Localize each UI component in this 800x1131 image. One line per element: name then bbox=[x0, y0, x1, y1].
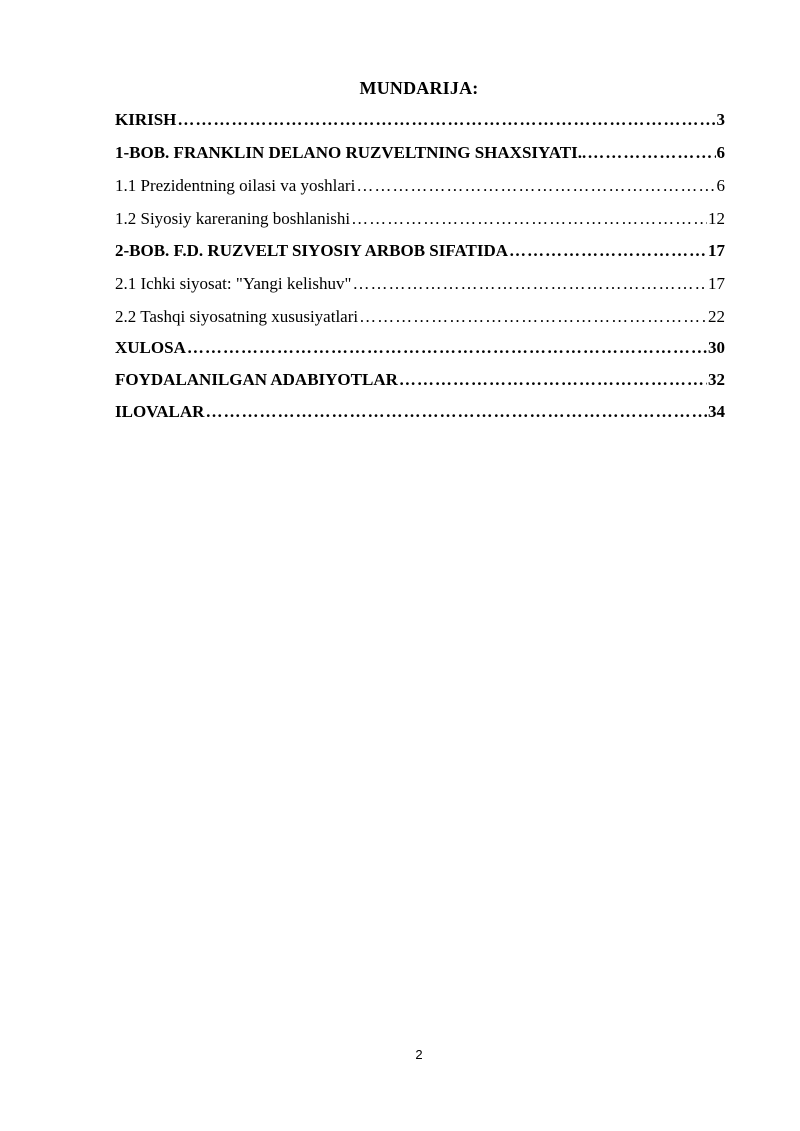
toc-dot-leader bbox=[356, 174, 715, 198]
toc-entry-page: 34 bbox=[708, 402, 725, 421]
toc-entry-page: 6 bbox=[716, 176, 725, 195]
toc-entry-page: 6 bbox=[716, 143, 725, 162]
toc-dot-leader bbox=[399, 368, 707, 392]
toc-entry-label: 2-BOB. F.D. RUZVELT SIYOSIY ARBOB SIFATIDA bbox=[115, 241, 509, 260]
toc-entry-section-2-1 bbox=[115, 272, 725, 296]
toc-entry-page: 17 bbox=[708, 241, 725, 260]
toc-entry-label: 1.2 Siyosiy kareraning boshlanishi bbox=[115, 209, 351, 228]
toc-entry-section-2-2 bbox=[115, 305, 725, 329]
toc-entry-label: 2.2 Tashqi siyosatning xususiyatlari bbox=[115, 307, 359, 326]
toc-entry-section-1-2 bbox=[115, 207, 725, 231]
toc-entry-label: FOYDALANILGAN ADABIYOTLAR bbox=[115, 370, 398, 389]
toc-entry-page: 12 bbox=[708, 209, 725, 228]
toc-entry-chapter-2 bbox=[115, 239, 725, 263]
toc-entry-xulosa bbox=[115, 336, 725, 360]
toc-entry-label: 2.1 Ichki siyosat: "Yangi kelishuv" bbox=[115, 274, 352, 293]
toc-dot-leader bbox=[351, 207, 707, 231]
toc-dot-leader bbox=[587, 141, 715, 165]
toc-title: MUNDARIJA: bbox=[359, 78, 479, 98]
toc-entry-label: ILOVALAR bbox=[115, 402, 205, 421]
toc-entry-page: 22 bbox=[708, 307, 725, 326]
toc-dot-leader bbox=[187, 336, 707, 360]
toc-dot-leader bbox=[177, 108, 715, 132]
page-number: 2 bbox=[415, 1047, 423, 1062]
toc-dot-leader bbox=[359, 305, 707, 329]
toc-entry-page: 17 bbox=[708, 274, 725, 293]
toc-entry-ilovalar bbox=[115, 400, 725, 424]
toc-entry-chapter-1 bbox=[115, 141, 725, 165]
toc-entry-kirish bbox=[115, 108, 725, 132]
toc-entry-page: 3 bbox=[716, 110, 725, 129]
toc-entry-adabiyotlar bbox=[115, 368, 725, 392]
toc-entry-label: 1.1 Prezidentning oilasi va yoshlari bbox=[115, 176, 356, 195]
toc-entry-label: KIRISH bbox=[115, 110, 177, 129]
toc-entry-page: 30 bbox=[708, 338, 725, 357]
toc-dot-leader bbox=[205, 400, 707, 424]
toc-entry-label: XULOSA bbox=[115, 338, 186, 357]
toc-entry-label: 1-BOB. FRANKLIN DELANO RUZVELTNING SHAXSIYATI.. bbox=[115, 143, 587, 162]
toc-dot-leader bbox=[509, 239, 707, 263]
toc-entry-page: 32 bbox=[708, 370, 725, 389]
toc-dot-leader bbox=[352, 272, 707, 296]
toc-entry-section-1-1 bbox=[115, 174, 725, 198]
